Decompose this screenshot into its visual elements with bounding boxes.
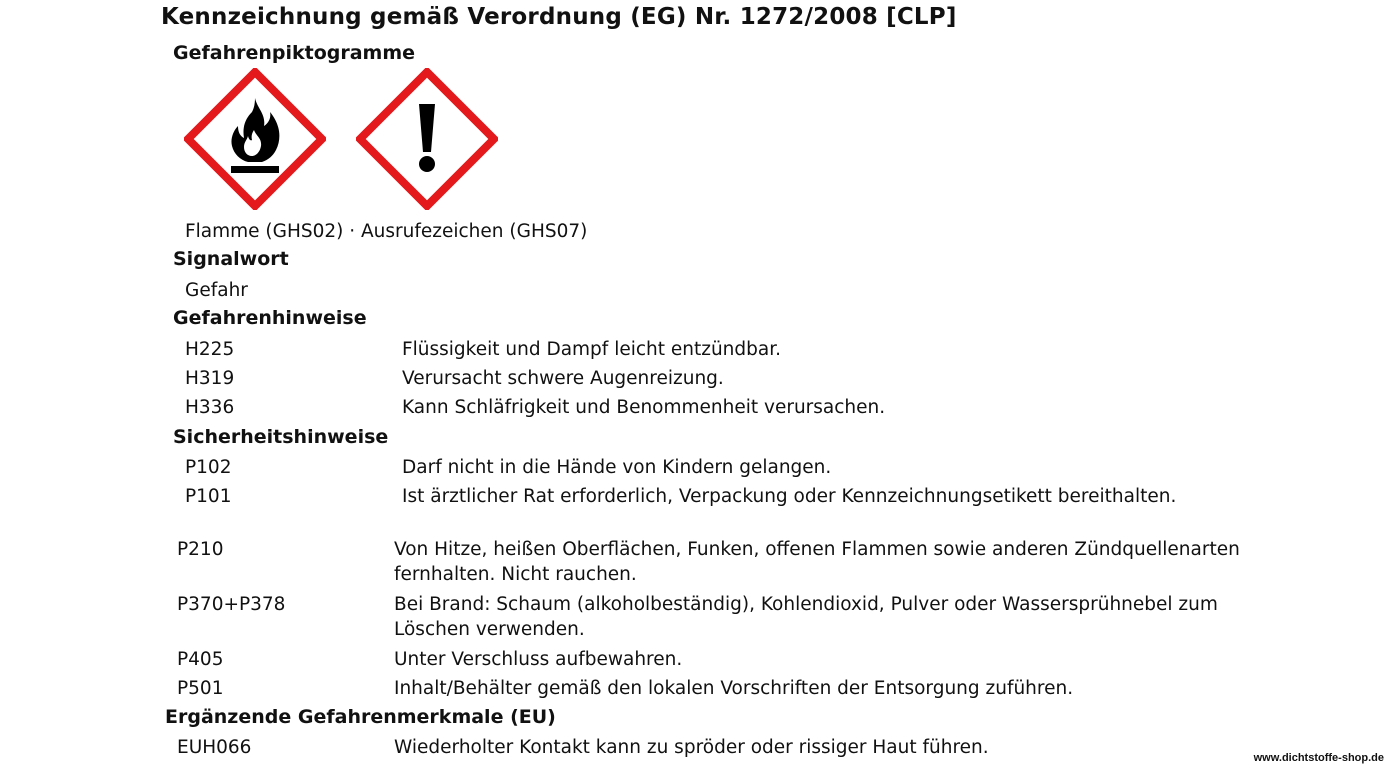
hazard-text: Verursacht schwere Augenreizung. <box>402 368 724 389</box>
signal-word-heading: Signalwort <box>173 248 289 270</box>
supplemental-hazards-heading: Ergänzende Gefahrenmerkmale (EU) <box>165 706 556 728</box>
precaution-text: Ist ärztlicher Rat erforderlich, Verpackung oder Kennzeichnungsetikett bereithalten. <box>402 486 1177 507</box>
pictogram-caption: Flamme (GHS02) · Ausrufezeichen (GHS07) <box>185 221 588 242</box>
supplemental-code: EUH066 <box>177 737 252 758</box>
precaution-text: Unter Verschluss aufbewahren. <box>394 649 683 670</box>
hazard-code: H225 <box>185 339 235 360</box>
hazard-text: Flüssigkeit und Dampf leicht entzündbar. <box>402 339 782 360</box>
precaution-code: P405 <box>177 649 224 670</box>
precaution-code: P501 <box>177 678 224 699</box>
page-title: Kennzeichnung gemäß Verordnung (EG) Nr. 1272/2008 [CLP] <box>161 4 957 30</box>
precautionary-statements-heading: Sicherheitshinweise <box>173 426 389 448</box>
footer-url: www.dichtstoffe-shop.de <box>1253 752 1384 764</box>
hazard-code: H319 <box>185 368 235 389</box>
precaution-text: Von Hitze, heißen Oberflächen, Funken, offenen Flammen sowie anderen Zündquellenarten fernhalten. Nicht rauchen. <box>394 539 1240 585</box>
exclamation-mark-icon <box>356 68 498 210</box>
pictogram-row <box>184 68 504 210</box>
flame-icon <box>184 68 326 210</box>
hazard-text: Kann Schläfrigkeit und Benommenheit verursachen. <box>402 397 886 418</box>
supplemental-text: Wiederholter Kontakt kann zu spröder oder rissiger Haut führen. <box>394 737 989 758</box>
pictograms-heading: Gefahrenpiktogramme <box>173 42 416 64</box>
precaution-code: P101 <box>185 486 232 507</box>
precaution-text: Darf nicht in die Hände von Kindern gelangen. <box>402 457 832 478</box>
precaution-text: Inhalt/Behälter gemäß den lokalen Vorschriften der Entsorgung zuführen. <box>394 678 1074 699</box>
signal-word-value: Gefahr <box>185 280 248 301</box>
hazard-code: H336 <box>185 397 235 418</box>
precaution-code: P370+P378 <box>177 594 286 615</box>
precaution-code: P102 <box>185 457 232 478</box>
hazard-statements-heading: Gefahrenhinweise <box>173 307 367 329</box>
precaution-text: Bei Brand: Schaum (alkoholbeständig), Kohlendioxid, Pulver oder Wassersprühnebel zum Löschen verwenden. <box>394 594 1218 640</box>
precaution-code: P210 <box>177 539 224 560</box>
